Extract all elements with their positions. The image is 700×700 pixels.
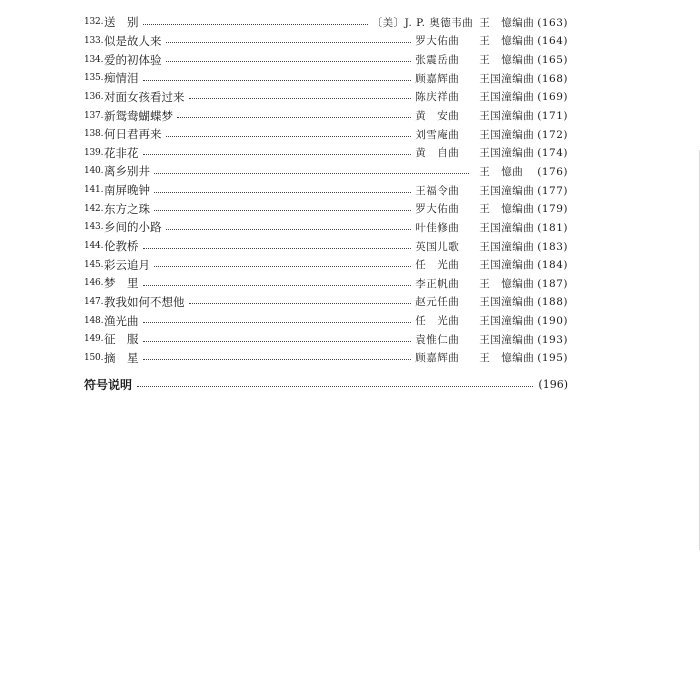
- song-title: 南屏晚钟: [104, 183, 150, 198]
- song-title: 何日君再来: [104, 127, 162, 142]
- arranger: 王 憶编曲: [479, 16, 535, 29]
- composer: 张震岳曲: [415, 54, 460, 67]
- toc-row[interactable]: [84, 143, 568, 162]
- composer: 〔美〕J. P. 奥德韦曲: [371, 16, 474, 29]
- song-title: 渔光曲: [104, 313, 139, 328]
- composer: 刘雪庵曲: [415, 128, 460, 141]
- entry-number: 141.: [84, 185, 104, 196]
- leader-dots: [177, 117, 411, 118]
- page-number: (177): [537, 184, 568, 197]
- entry-number: 147.: [84, 296, 104, 307]
- entry-number: 140.: [84, 166, 104, 177]
- arranger: 王国潼编曲: [479, 315, 535, 328]
- song-title: 摘 星: [104, 350, 139, 365]
- leader-dots: [166, 229, 412, 230]
- page-number: (165): [537, 54, 568, 67]
- credits: [415, 89, 568, 104]
- composer: 罗大佑曲: [415, 203, 460, 216]
- entry-number: 138.: [84, 129, 104, 140]
- leader-dots: [143, 24, 368, 25]
- toc-row[interactable]: [84, 293, 568, 312]
- composer: 黄 安曲: [415, 110, 460, 123]
- leader-dots: [166, 61, 412, 62]
- credits: [415, 52, 568, 67]
- entry-number: 148.: [84, 315, 104, 326]
- song-title: 爱的初体验: [104, 52, 162, 67]
- toc-row[interactable]: [84, 162, 568, 181]
- symbols-entry[interactable]: [84, 374, 568, 394]
- composer: 王福令曲: [415, 184, 460, 197]
- toc-row[interactable]: [84, 13, 568, 32]
- toc-row[interactable]: [84, 311, 568, 330]
- symbols-title: 符号说明: [84, 377, 133, 392]
- composer: 英国儿歌: [415, 240, 460, 253]
- composer: 任 光曲: [415, 259, 460, 272]
- toc-row[interactable]: [84, 181, 568, 200]
- song-title: 乡间的小路: [104, 220, 162, 235]
- credits: [415, 313, 568, 328]
- page-number: (164): [537, 35, 568, 48]
- composer: 任 光曲: [415, 315, 460, 328]
- arranger: 王国潼编曲: [479, 221, 535, 234]
- entry-number: 136.: [84, 91, 104, 102]
- entry-number: 144.: [84, 241, 104, 251]
- leader-dots: [166, 136, 412, 137]
- song-title: 送 别: [104, 15, 139, 30]
- entry-number: 137.: [84, 110, 104, 121]
- credits: [415, 201, 568, 216]
- arranger: 王 憶曲: [479, 165, 524, 178]
- arranger: 王 憶编曲: [479, 35, 535, 48]
- entry-number: 135.: [84, 73, 104, 84]
- toc-row[interactable]: [84, 50, 568, 69]
- credits: [415, 220, 568, 235]
- credits: [415, 145, 568, 160]
- song-title: 教我如何不想他: [104, 294, 185, 309]
- page-number: (176): [537, 165, 568, 178]
- leader-dots: [189, 303, 412, 304]
- page-number: (179): [537, 203, 568, 216]
- toc-row[interactable]: [84, 199, 568, 218]
- song-title: 梦 里: [104, 276, 139, 291]
- song-title: 伦教桥: [104, 239, 139, 253]
- leader-dots: [143, 285, 412, 286]
- composer: 顾嘉辉曲: [415, 352, 460, 365]
- entry-number: 145.: [84, 259, 104, 270]
- arranger: 王 憶编曲: [479, 277, 535, 290]
- arranger: 王国潼编曲: [479, 296, 535, 309]
- page-number: (183): [537, 240, 568, 253]
- arranger: 王 憶编曲: [479, 352, 535, 365]
- credits: [473, 164, 568, 179]
- arranger: 王国潼编曲: [479, 259, 535, 272]
- composer: 黄 自曲: [415, 147, 460, 160]
- composer: 赵元任曲: [415, 296, 460, 309]
- song-title: 东方之珠: [104, 201, 150, 216]
- page-number: (195): [537, 352, 568, 365]
- song-title: 彩云追月: [104, 257, 150, 272]
- song-title: 花非花: [104, 145, 139, 160]
- entry-number: 132.: [84, 17, 104, 28]
- entry-number: 146.: [84, 278, 104, 289]
- composer: 叶佳修曲: [415, 221, 460, 234]
- arranger: 王国潼编曲: [479, 72, 535, 85]
- toc-row[interactable]: [84, 69, 568, 88]
- leader-dots: [154, 192, 411, 193]
- page-number: (190): [537, 315, 568, 328]
- song-title: 离乡别井: [104, 164, 150, 179]
- page-number: (174): [537, 147, 568, 160]
- credits: [415, 350, 568, 365]
- leader-dots: [143, 359, 412, 360]
- leader-dots: [143, 248, 412, 249]
- arranger: 王 憶编曲: [479, 203, 535, 216]
- toc-row[interactable]: [84, 106, 568, 125]
- leader-dots: [154, 266, 411, 267]
- entry-number: 133.: [84, 35, 104, 46]
- credits: [372, 15, 568, 30]
- composer: 顾嘉辉曲: [415, 72, 460, 85]
- toc-row[interactable]: [84, 255, 568, 274]
- entry-number: 134.: [84, 54, 104, 65]
- leader-dots: [154, 210, 411, 211]
- song-title: 似是故人来: [104, 33, 162, 48]
- toc-row[interactable]: [84, 274, 568, 293]
- page-number: (187): [537, 277, 568, 290]
- page-number: (193): [537, 333, 568, 346]
- entry-number: 139.: [84, 147, 104, 158]
- credits: [415, 108, 568, 123]
- page-number: (168): [537, 72, 568, 85]
- page-number: (188): [537, 296, 568, 309]
- credits: [415, 71, 568, 86]
- arranger: 王国潼编曲: [479, 240, 535, 253]
- toc-row[interactable]: [84, 32, 568, 51]
- arranger: 王国潼编曲: [479, 128, 535, 141]
- page-number: (181): [537, 221, 568, 234]
- page-number: (171): [537, 110, 568, 123]
- entry-number: 142.: [84, 203, 104, 214]
- leader-dots: [166, 42, 412, 43]
- arranger: 王国潼编曲: [479, 184, 535, 197]
- table-of-contents: [84, 13, 568, 367]
- credits: [415, 332, 568, 347]
- composer: 李正帆曲: [415, 277, 460, 290]
- page-number: (184): [537, 259, 568, 272]
- leader-dots: [143, 341, 412, 342]
- toc-row[interactable]: [84, 349, 568, 368]
- symbols-page-number: (196): [538, 377, 568, 391]
- entry-number: 150.: [84, 352, 104, 363]
- arranger: 王 憶编曲: [479, 54, 535, 67]
- song-title: 新鸳鸯蝴蝶梦: [104, 108, 173, 123]
- toc-row[interactable]: [84, 218, 568, 237]
- arranger: 王国潼编曲: [479, 91, 535, 104]
- leader-dots: [154, 173, 469, 174]
- toc-row[interactable]: [84, 330, 568, 349]
- credits: [415, 239, 568, 254]
- leader-dots: [137, 386, 533, 387]
- entry-number: 149.: [84, 334, 104, 345]
- composer: 袁惟仁曲: [415, 333, 460, 346]
- entry-number: 143.: [84, 222, 104, 233]
- credits: [415, 183, 568, 198]
- arranger: 王国潼编曲: [479, 147, 535, 160]
- toc-row[interactable]: [84, 125, 568, 144]
- toc-row[interactable]: [84, 237, 568, 256]
- leader-dots: [189, 98, 412, 99]
- leader-dots: [143, 154, 412, 155]
- song-title: 痴情泪: [104, 71, 139, 86]
- song-title: 对面女孩看过来: [104, 89, 185, 104]
- arranger: 王国潼编曲: [479, 110, 535, 123]
- page-number: (172): [537, 128, 568, 141]
- credits: [415, 276, 568, 291]
- leader-dots: [143, 322, 412, 323]
- credits: [415, 257, 568, 272]
- composer: 罗大佑曲: [415, 35, 460, 48]
- arranger: 王国潼编曲: [479, 333, 535, 346]
- page-number: (169): [537, 91, 568, 104]
- toc-row[interactable]: [84, 88, 568, 107]
- song-title: 征 服: [104, 332, 139, 347]
- credits: [415, 294, 568, 309]
- credits: [415, 127, 568, 142]
- composer: 陈庆祥曲: [415, 91, 460, 104]
- leader-dots: [143, 80, 412, 81]
- credits: [415, 33, 568, 48]
- page-number: (163): [537, 16, 568, 29]
